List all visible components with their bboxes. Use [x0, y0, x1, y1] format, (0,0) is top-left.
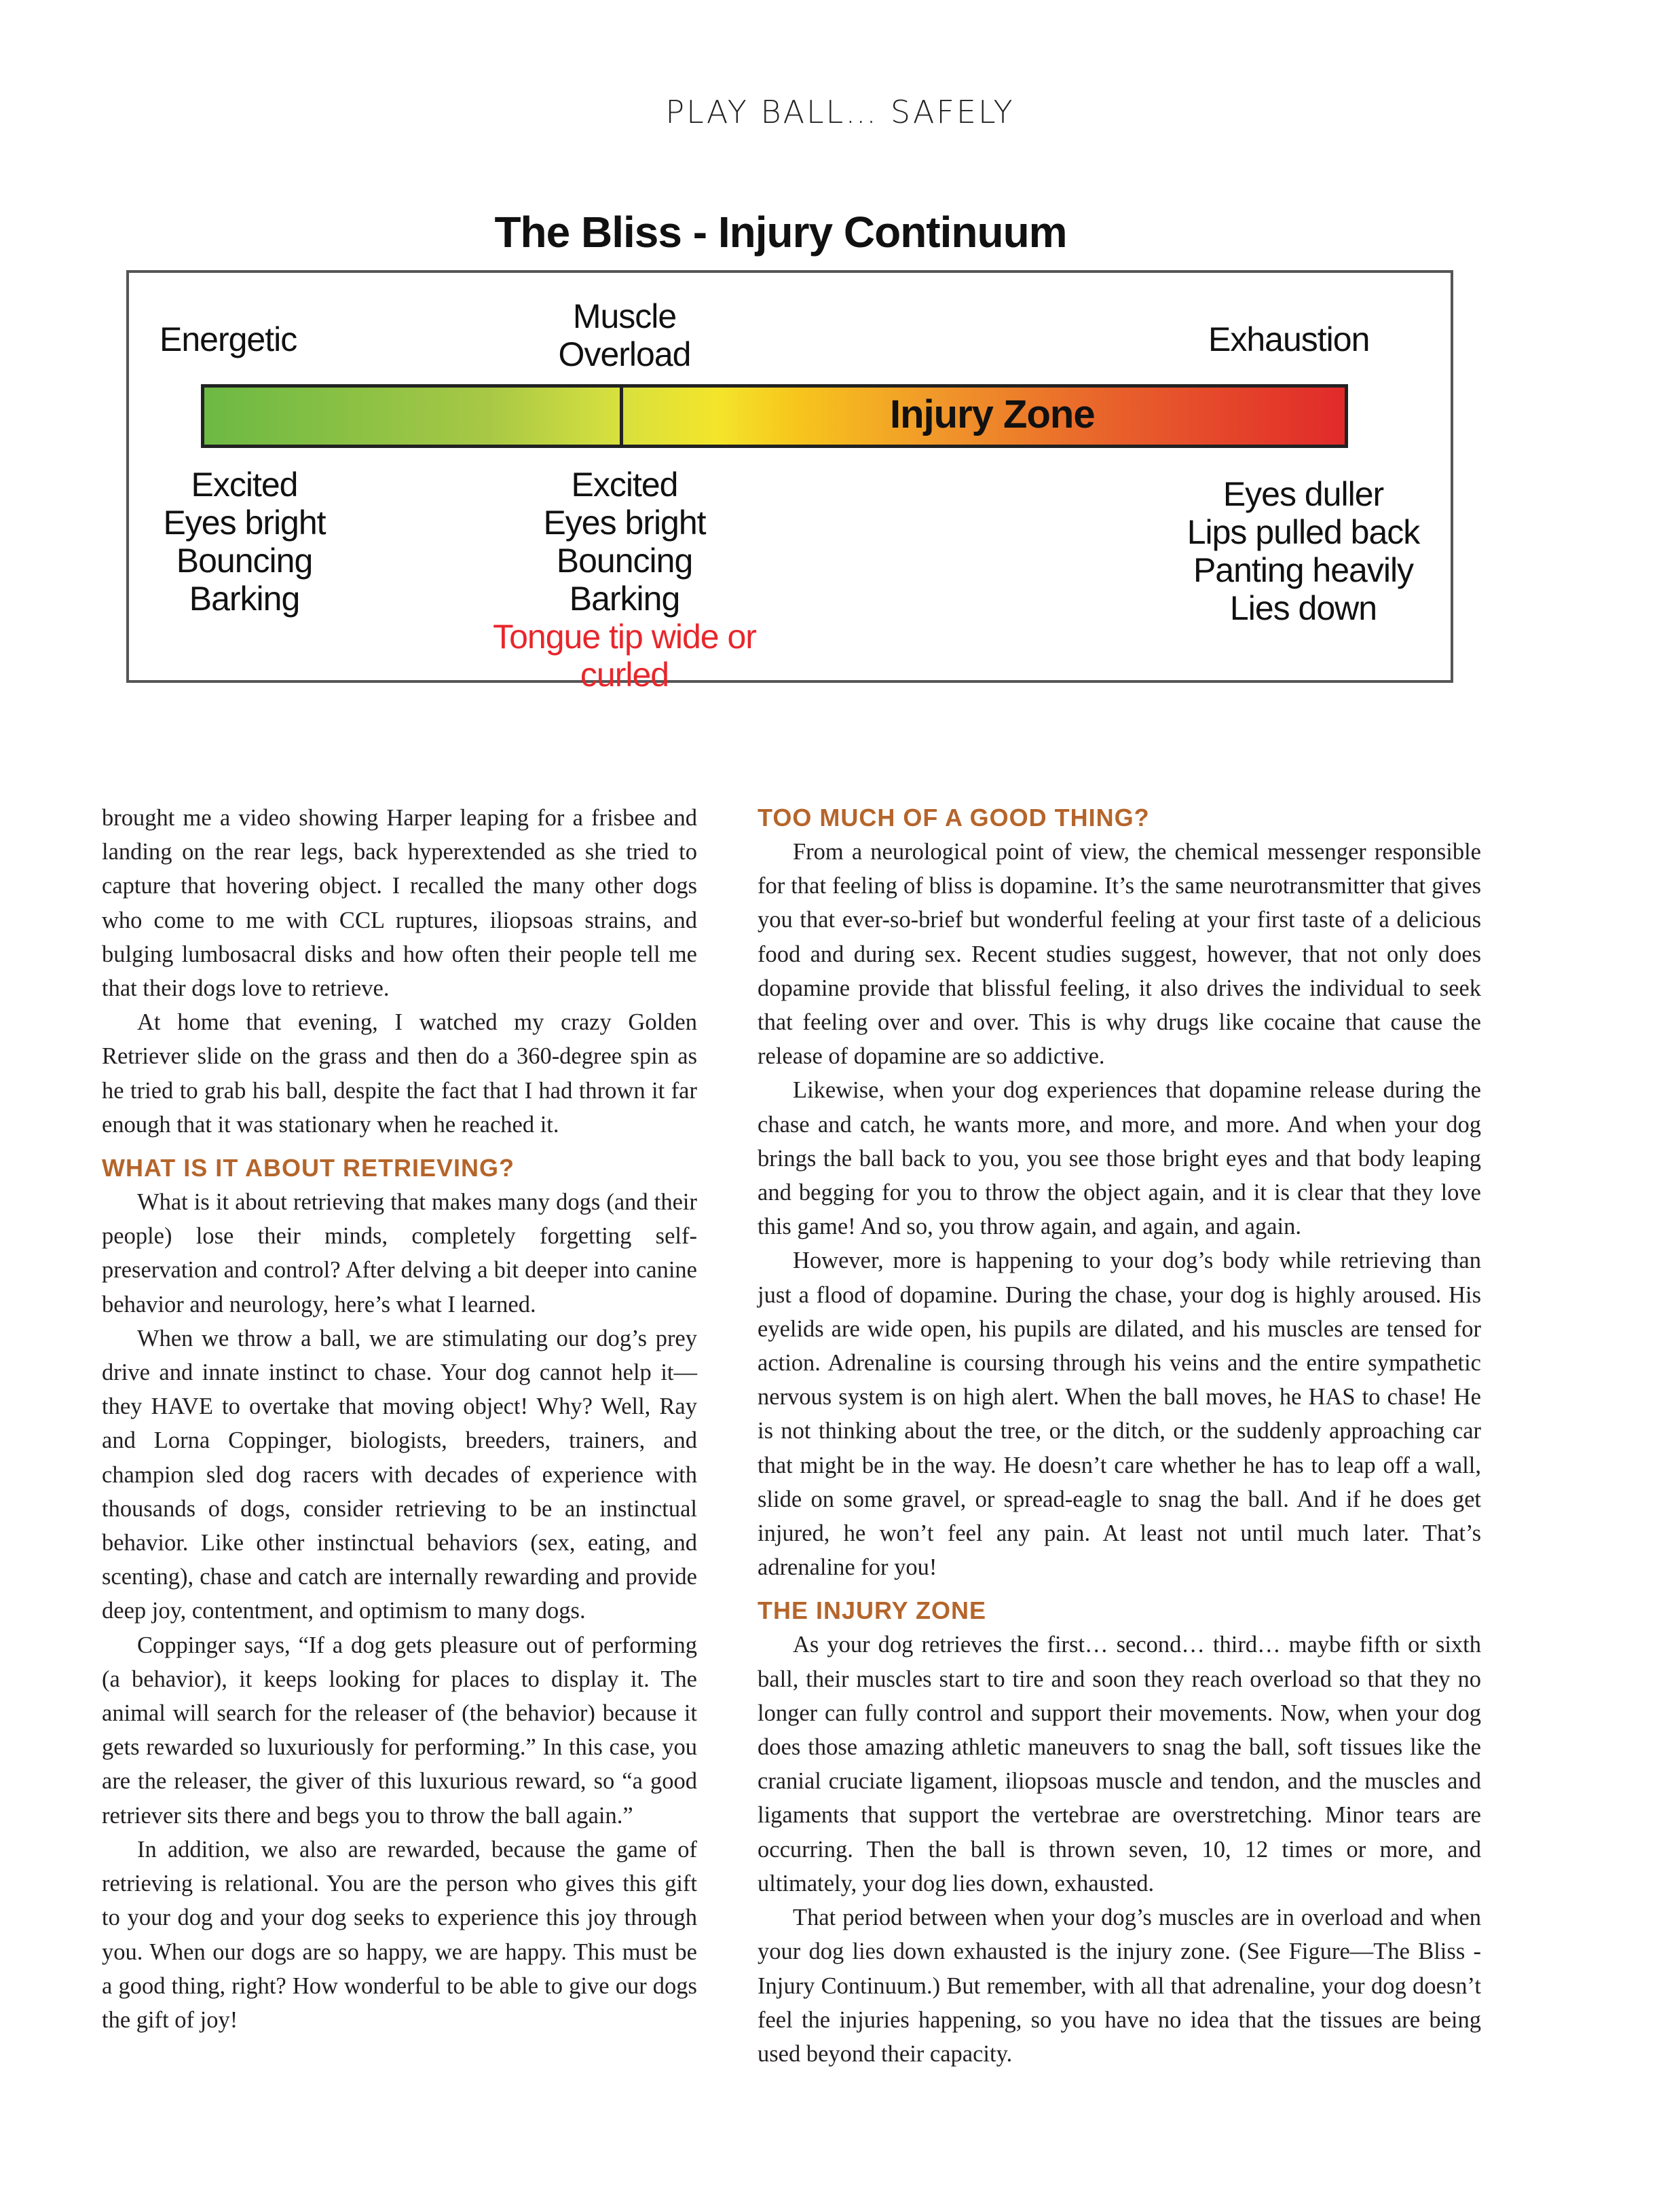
sign: Barking	[189, 580, 300, 618]
bliss-injury-continuum-figure	[126, 270, 1453, 694]
left-text-column	[102, 801, 697, 2037]
sign: Excited	[571, 466, 678, 504]
paragraph: That period between when your dog’s muscles are in overload and when your dog lies down exhausted is the injury zone. (See Figure—The Bliss - Injury Continuum.) But remember, with all that adrenaline, your dog doesn’t feel the injuries happening, so you have no idea that the tissues are being used beyond their capacity.	[758, 1905, 1481, 2067]
section-heading: TOO MUCH OF A GOOD THING?	[758, 804, 1150, 831]
figure-title: The Bliss - Injury Continuum	[494, 208, 1067, 257]
sign: Eyes bright	[543, 504, 706, 542]
energetic-signs-list	[156, 466, 333, 618]
paragraph: When we throw a ball, we are stimulating our dog’s prey drive and innate instinct to chase. Your dog cannot help it—they HAVE to overtake that moving object! Why? Well, Ray and Lorna Coppinger, biologists, breeders, trainers, and champion sled dog racers with decades of experience with thousands of dogs, consider retrieving to be an instinctual behavior. Like other instinctual behaviors (sex, eating, and scenting), chase and catch are internally rewarding and provide deep joy, contentment, and optimism to many dogs.	[102, 1325, 697, 1624]
label-muscle-overload-line1: Muscle	[572, 297, 677, 335]
sign: Excited	[191, 466, 298, 504]
sign: Panting heavily	[1193, 551, 1414, 589]
paragraph: brought me a video showing Harper leaping for a frisbee and landing on the rear legs, back hyperextended as she tried to capture that hovering object. I recalled the many other dogs who come to me with CCL ruptures, iliopsoas strains, and bulging lumbosacral disks and how often their people tell me that their dogs love to retrieve.	[102, 805, 697, 1002]
exhaustion-signs-list	[1174, 475, 1432, 627]
label-muscle-overload-line2: Overload	[558, 335, 691, 373]
sign: Lies down	[1229, 589, 1377, 627]
label-energetic: Energetic	[160, 320, 297, 358]
paragraph: In addition, we also are rewarded, because the game of retrieving is relational. You are the person who gives this gift to your dog and your dog seeks to experience this joy through you. When our dogs are so happy, we are happy. This must be a good thing, right? How wonderful to be able to give our dogs the gift of joy!	[102, 1836, 697, 2033]
paragraph: Likewise, when your dog experiences that dopamine release during the chase and catch, he wants more, and more, and more. And when your dog brings the ball back to you, you see those bright eyes and that body leaping and begging for you to throw the object again, and it is clear that they love this game! And so, you throw again, and again, and again.	[758, 1077, 1481, 1240]
paragraph: At home that evening, I watched my crazy Golden Retriever slide on the grass and then do a 360-degree spin as he tried to grab his ball, despite the fact that I had thrown it far enough that it was stationary when he reached it.	[102, 1009, 697, 1138]
sign: Bouncing	[556, 542, 693, 580]
paragraph: As your dog retrieves the first… second… third… maybe fifth or sixth ball, their muscles start to tire and soon they reach overload so that they no longer can fully control and support their movements. Now, when your dog does those amazing athletic maneuvers to snag the ball, soft tissues like the cranial cruciate ligament, iliopsoas muscle and tendon, and the muscles and ligaments that support the vertebrae are overstretching. Minor tears are occurring. Then the ball is thrown seven, 10, 12 times or more, and ultimately, your dog lies down, exhausted.	[758, 1632, 1481, 1896]
label-exhaustion: Exhaustion	[1208, 320, 1370, 358]
continuum-gradient-bar	[201, 384, 1348, 448]
sign: Eyes duller	[1222, 475, 1384, 513]
section-heading: THE INJURY ZONE	[758, 1596, 987, 1625]
sign: Barking	[569, 580, 680, 618]
muscle-overload-marker	[620, 388, 623, 445]
overload-signs-list	[448, 466, 801, 694]
running-head: PLAY BALL… SAFELY	[665, 94, 1015, 130]
warning-sign: Tongue tip wide or curled	[493, 618, 756, 694]
sign: Bouncing	[176, 542, 313, 580]
right-text-column	[758, 801, 1481, 2071]
label-muscle-overload	[536, 297, 713, 373]
paragraph: However, more is happening to your dog’s body while retrieving than just a flood of dopamine. During the chase, your dog is highly aroused. His eyelids are wide open, his pupils are dilated, and his muscles are tensed for action. Adrenaline is coursing through his veins and the entire sympathetic nervous system is on high alert. When the ball moves, he HAS to chase! He is not thinking about the tree, or the ditch, or the suddenly approaching car that might be in the way. He doesn’t care whether he has to leap off a wall, slide on some gravel, or spread-eagle to snag the ball. And if he does get injured, he won’t feel any pain. At least not until much later. That’s adrenaline for you!	[758, 1248, 1481, 1581]
injury-zone-label: Injury Zone	[890, 392, 1095, 436]
paragraph: What is it about retrieving that makes many dogs (and their people) lose their minds, completely forgetting self-preservation and control? After delving a bit deeper into canine behavior and neurology, here’s what I learned.	[102, 1189, 697, 1317]
paragraph: Coppinger says, “If a dog gets pleasure out of performing (a behavior), it keeps looking for places to display it. The animal will search for the releaser of (the behavior) because it gets rewarded so luxuriously for performing.” In this case, you are the releaser, the giver of this luxurious reward, so “a good retriever sits there and begs you to throw the ball again.”	[102, 1632, 697, 1829]
section-heading: WHAT IS IT ABOUT RETRIEVING?	[102, 1154, 515, 1182]
paragraph: From a neurological point of view, the chemical messenger responsible for that feeling of bliss is dopamine. It’s the same neurotransmitter that gives you that ever-so-brief but wonderful feeling at your first taste of a delicious food and during sex. Recent studies suggest, however, that not only does dopamine provide that blissful feeling, it also drives the individual to seek that feeling over and over. This is why drugs like cocaine that cause the release of dopamine are so addictive.	[758, 839, 1481, 1070]
sign: Lips pulled back	[1187, 513, 1420, 551]
sign: Eyes bright	[163, 504, 326, 542]
